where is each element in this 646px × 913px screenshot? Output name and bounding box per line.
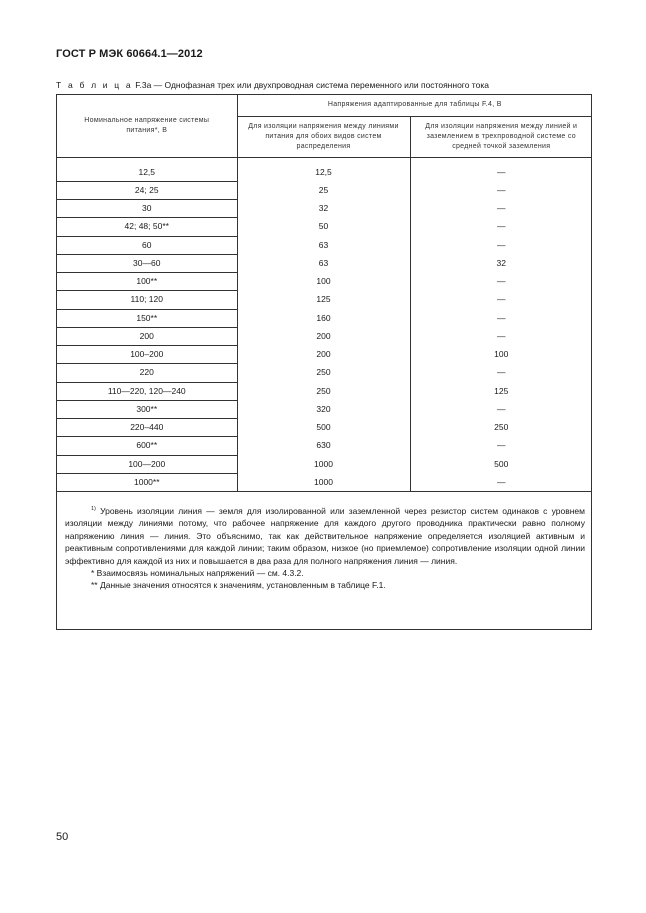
line-to-line-cell: 100 — [237, 273, 410, 291]
line-to-earth-cell: — — [410, 218, 592, 236]
line-to-line-cell: 1000 — [237, 473, 410, 491]
nominal-voltage-cell: 100** — [57, 273, 237, 291]
table-row — [57, 236, 592, 254]
line-to-earth-cell: — — [410, 364, 592, 382]
line-to-line-cell: 500 — [237, 419, 410, 437]
nominal-voltage-cell: 300** — [57, 400, 237, 418]
table-row — [57, 419, 592, 437]
table-frame — [56, 94, 592, 630]
line-to-earth-cell: — — [410, 181, 592, 199]
nominal-voltage-cell: 100—200 — [57, 455, 237, 473]
table-row — [57, 346, 592, 364]
nominal-voltage-cell: 60 — [57, 236, 237, 254]
table-row — [57, 473, 592, 491]
nominal-voltage-cell: 1000** — [57, 473, 237, 491]
table-row — [57, 273, 592, 291]
nominal-voltage-cell: 42; 48; 50** — [57, 218, 237, 236]
nominal-voltage-cell: 110; 120 — [57, 291, 237, 309]
footnote-mark: 1) — [91, 506, 96, 512]
line-to-line-cell: 250 — [237, 382, 410, 400]
line-to-line-cell: 125 — [237, 291, 410, 309]
nominal-voltage-cell: 12,5 — [57, 164, 237, 182]
table-row — [57, 327, 592, 345]
line-to-earth-cell: — — [410, 437, 592, 455]
line-to-earth-cell: — — [410, 164, 592, 182]
footnote-text: Уровень изоляции линия — земля для изолированной или заземленной через резистор систем одинаков с уровнем изоляции между линиями потому, что рабочее напряжение для каждого другого проводника практически равно полному напряжению линия — линия. Это объяснимо, так как действительное напряжение определяется изоляцией активным и реактивным сопротивлениями для каждой линии; таким образом, низкое (но приемлемое) сопротивление изоляции одной линии эффективно для каждой из них и повышается в два раза для полного напряжения линия — линия. — [65, 506, 585, 566]
line-to-earth-cell: 500 — [410, 455, 592, 473]
line-to-line-cell: 630 — [237, 437, 410, 455]
line-to-line-cell: 320 — [237, 400, 410, 418]
page-number: 50 — [56, 831, 69, 843]
nominal-voltage-cell: 24; 25 — [57, 181, 237, 199]
table-row — [57, 254, 592, 272]
line-to-earth-cell: 250 — [410, 419, 592, 437]
line-to-line-cell: 63 — [237, 254, 410, 272]
line-to-earth-cell: — — [410, 273, 592, 291]
line-to-line-cell: 200 — [237, 327, 410, 345]
document-header: ГОСТ Р МЭК 60664.1—2012 — [56, 48, 203, 60]
line-to-earth-cell: — — [410, 291, 592, 309]
line-to-earth-cell: 100 — [410, 346, 592, 364]
line-to-earth-cell: — — [410, 473, 592, 491]
table-row — [57, 164, 592, 182]
line-to-earth-cell: 32 — [410, 254, 592, 272]
line-to-line-cell: 25 — [237, 181, 410, 199]
nominal-voltage-cell: 220–440 — [57, 419, 237, 437]
table-row — [57, 291, 592, 309]
table-row — [57, 400, 592, 418]
table-row — [57, 364, 592, 382]
col-header-nominal-voltage: Номинальное напряжение системы питания*, В — [57, 95, 237, 157]
line-to-line-cell: 250 — [237, 364, 410, 382]
table-row — [57, 200, 592, 218]
group-header-adapted-voltages: Напряжения адаптированные для таблицы F.4, В — [237, 95, 592, 116]
line-to-earth-cell: 125 — [410, 382, 592, 400]
line-to-line-cell: 1000 — [237, 455, 410, 473]
nominal-voltage-cell: 220 — [57, 364, 237, 382]
nominal-voltage-cell: 30 — [57, 200, 237, 218]
line-to-line-cell: 63 — [237, 236, 410, 254]
nominal-voltage-cell: 600** — [57, 437, 237, 455]
voltage-table — [57, 95, 592, 492]
table-caption-text: F.3a — Однофазная трех или двухпроводная система переменного или постоянного тока — [132, 80, 489, 90]
table-row — [57, 218, 592, 236]
table-row — [57, 309, 592, 327]
nominal-voltage-cell: 100–200 — [57, 346, 237, 364]
line-to-earth-cell: — — [410, 400, 592, 418]
table-row — [57, 181, 592, 199]
col-header-line-to-earth: Для изоляции напряжения между линией и заземлением в трехпроводной системе со средней точкой заземления — [410, 116, 592, 157]
line-to-line-cell: 200 — [237, 346, 410, 364]
line-to-line-cell: 160 — [237, 309, 410, 327]
footnote-1 — [65, 503, 585, 567]
table-caption-word: Т а б л и ц а — [56, 80, 133, 90]
note-double-star: ** Данные значения относятся к значениям, установленным в таблице F.1. — [91, 580, 386, 591]
table-notes — [65, 503, 585, 592]
table-row — [57, 382, 592, 400]
nominal-voltage-cell: 30—60 — [57, 254, 237, 272]
nominal-voltage-cell: 150** — [57, 309, 237, 327]
line-to-earth-cell: — — [410, 327, 592, 345]
line-to-line-cell: 32 — [237, 200, 410, 218]
nominal-voltage-cell: 200 — [57, 327, 237, 345]
line-to-line-cell: 50 — [237, 218, 410, 236]
line-to-earth-cell: — — [410, 309, 592, 327]
table-body — [57, 157, 592, 492]
table-caption — [56, 80, 489, 90]
line-to-line-cell: 12,5 — [237, 164, 410, 182]
note-single-star: * Взаимосвязь номинальных напряжений — см. 4.3.2. — [91, 568, 304, 579]
table-row — [57, 437, 592, 455]
line-to-earth-cell: — — [410, 200, 592, 218]
line-to-earth-cell: — — [410, 236, 592, 254]
col-header-line-to-line: Для изоляции напряжения между линиями питания для обоих видов систем распределения — [237, 116, 410, 157]
table-row — [57, 455, 592, 473]
nominal-voltage-cell: 110—220, 120—240 — [57, 382, 237, 400]
